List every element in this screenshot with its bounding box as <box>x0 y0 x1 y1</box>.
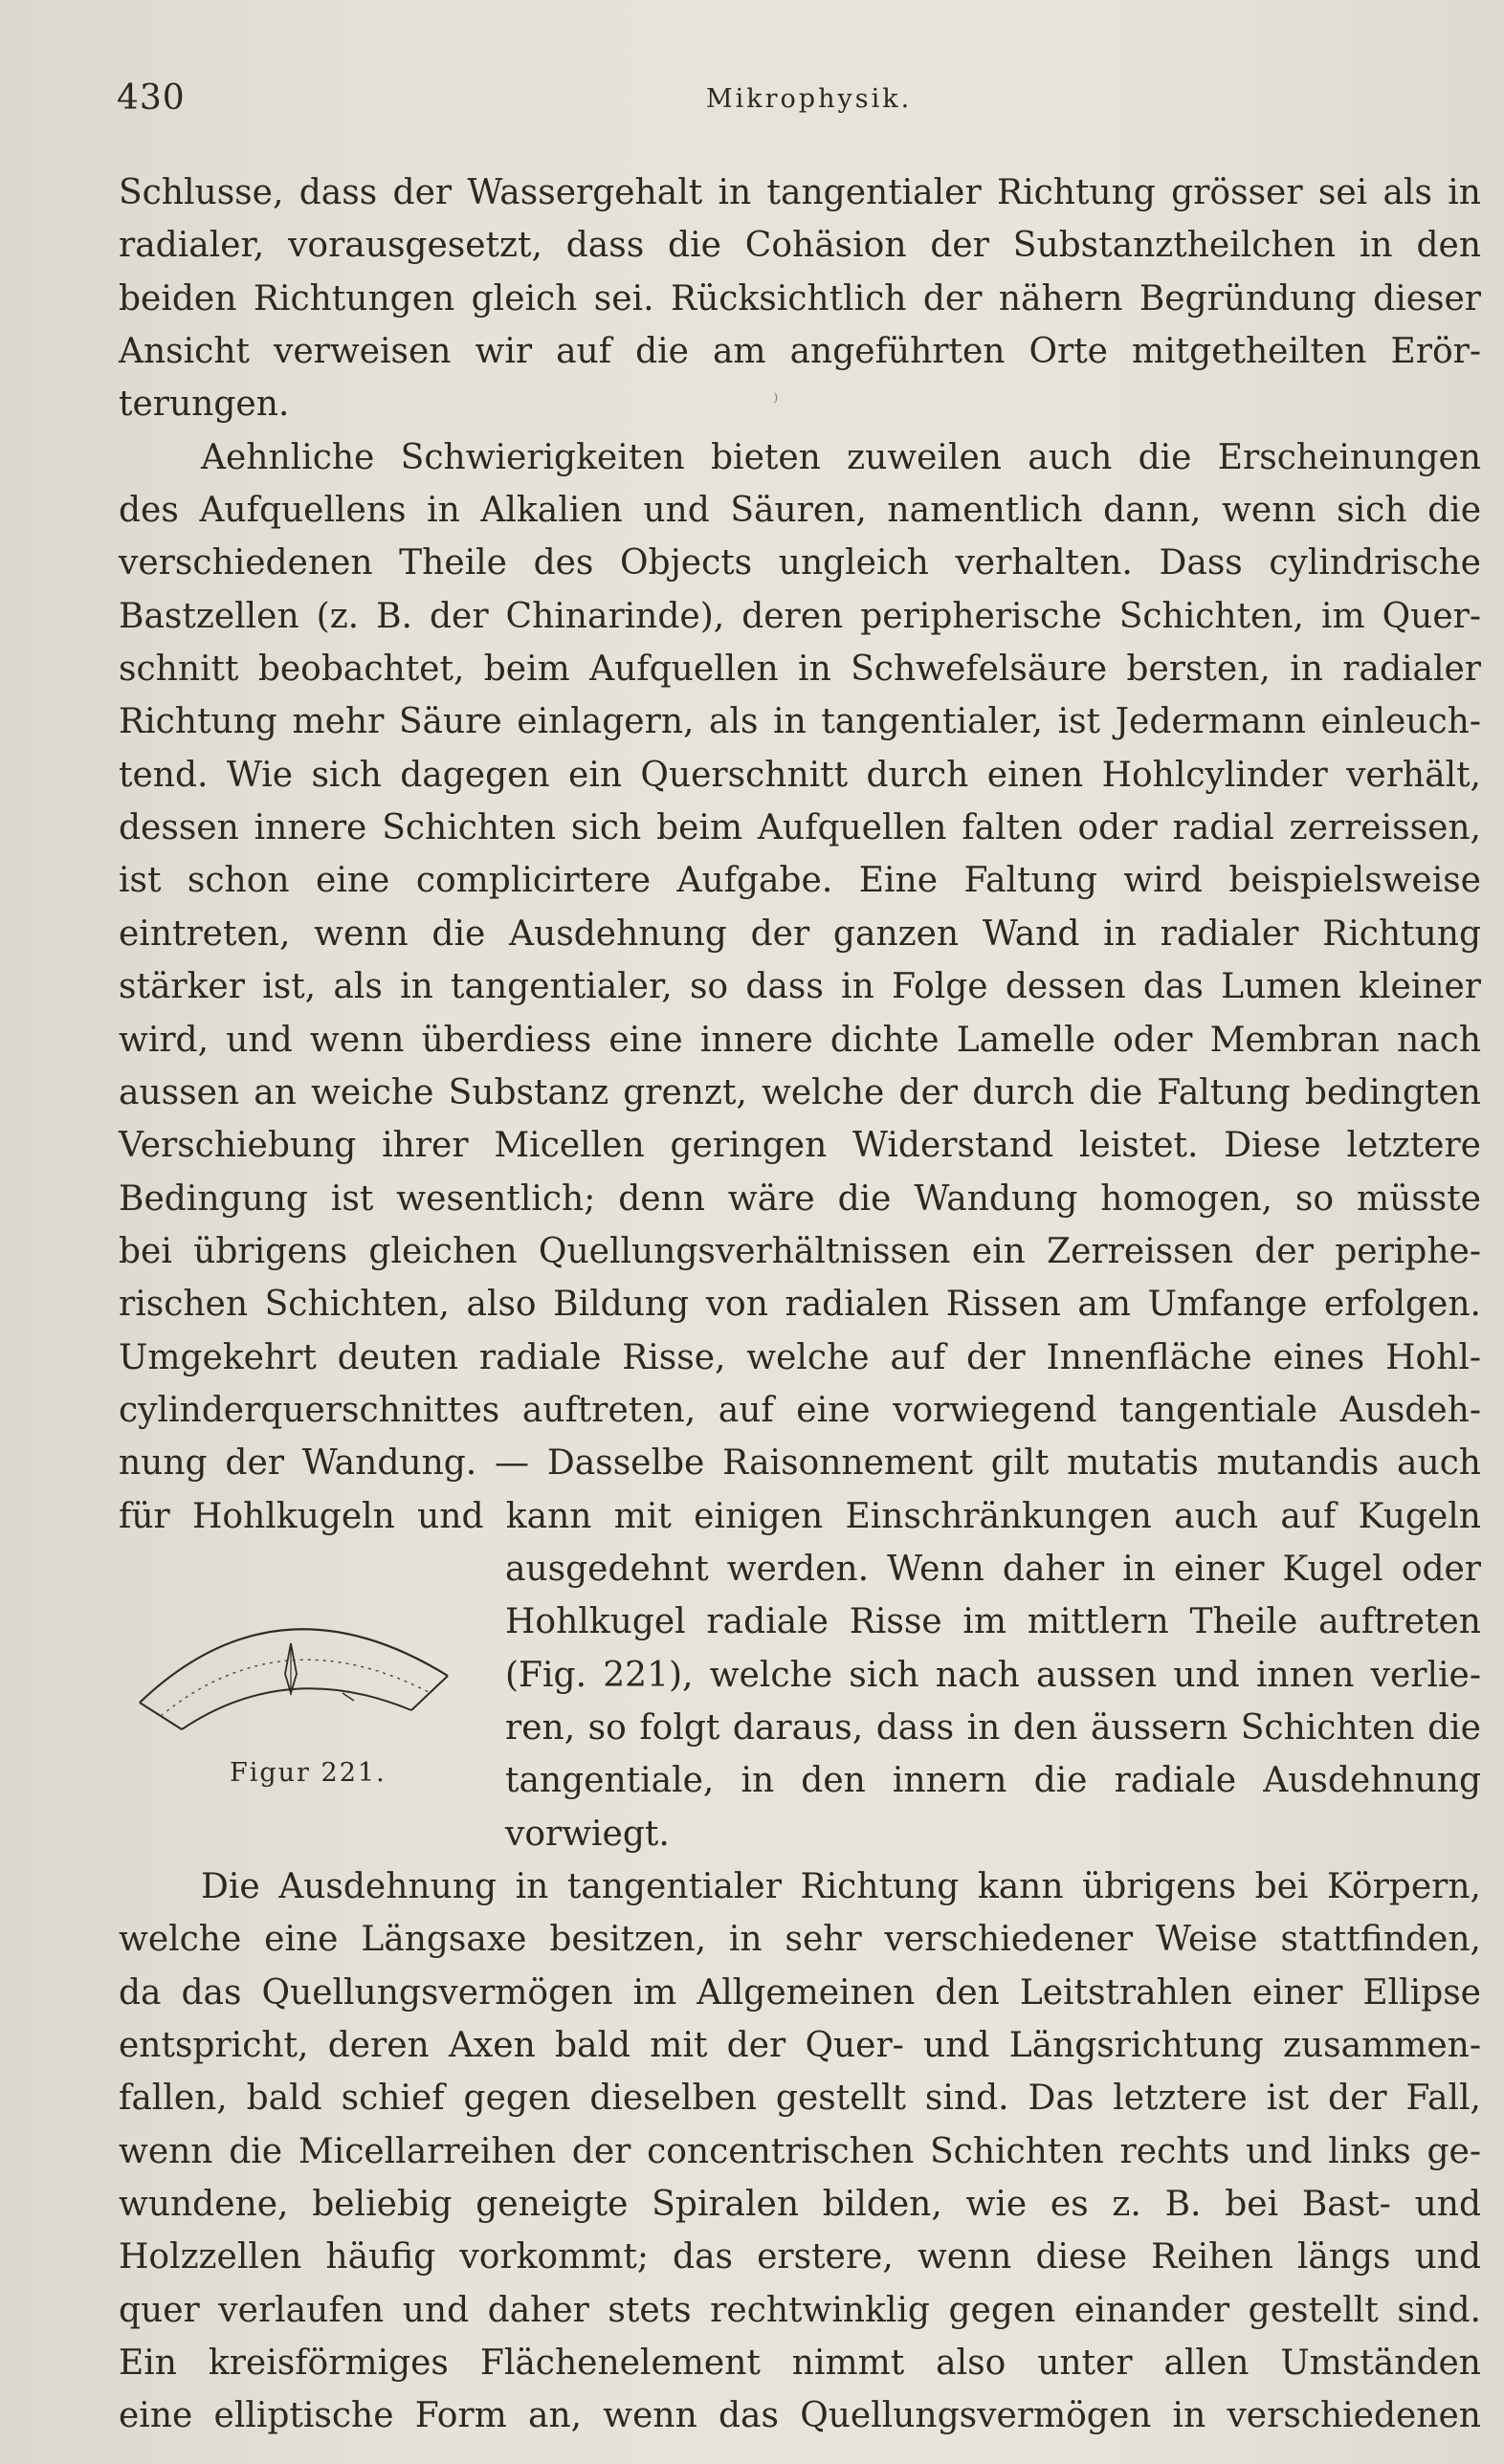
text-line: welche eine Längsaxe besitzen, in sehr verschiedener Weise stattfinden, <box>119 1920 1481 1960</box>
text-line: ausgedehnt werden. Wenn daher in einer Kugel oder <box>505 1549 1481 1589</box>
hollow-sphere-diagram <box>134 1588 464 1746</box>
text-line: schnitt beobachtet, beim Aufquellen in Schwefelsäure bersten, in radialer <box>119 649 1481 690</box>
figure-221 <box>134 1588 464 1746</box>
text-line: vorwiegt. <box>505 1814 670 1854</box>
text-line: dessen innere Schichten sich beim Aufquellen falten oder radial zerreissen, <box>119 808 1481 848</box>
text-line: ist schon eine complicirtere Aufgabe. Eine Faltung wird beispielsweise <box>119 861 1481 901</box>
text-line: Holzzellen häufig vorkommt; das erstere, wenn diese Reihen längs und <box>119 2237 1481 2277</box>
text-line: bei übrigens gleichen Quellungsverhältnissen ein Zerreissen der periphe- <box>119 1231 1481 1271</box>
text-line: wundene, beliebig geneigte Spiralen bilden, wie es z. B. bei Bast- und <box>119 2185 1481 2225</box>
text-line: Bastzellen (z. B. der Chinarinde), deren peripherische Schichten, im Quer- <box>119 596 1481 636</box>
outer-arc <box>140 1629 448 1703</box>
text-line: stärker ist, als in tangentialer, so dass in Folge dessen das Lumen kleiner <box>119 967 1481 1007</box>
text-line: eine elliptische Form an, wenn das Quellungsvermögen in verschiedenen <box>119 2396 1481 2436</box>
text-line: Verschiebung ihrer Micellen geringen Widerstand leistet. Diese letztere <box>119 1126 1481 1166</box>
text-line: Ansicht verweisen wir auf die am angeführten Orte mitgetheilten Erör- <box>119 332 1481 372</box>
right-edge <box>411 1676 448 1710</box>
page-header <box>117 78 1485 126</box>
text-line: fallen, bald schief gegen dieselben gestellt sind. Das letztere ist der Fall, <box>119 2079 1481 2119</box>
text-line: beiden Richtungen gleich sei. Rücksichtlich der nähern Begründung dieser <box>119 278 1481 319</box>
text-line: Bedingung ist wesentlich; denn wäre die Wandung homogen, so müsste <box>119 1178 1481 1219</box>
text-line: Hohlkugel radiale Risse im mittlern Theile auftreten <box>505 1602 1481 1642</box>
text-line: tangentiale, in den innern die radiale Ausdehnung <box>505 1761 1481 1801</box>
text-line: für Hohlkugeln und kann mit einigen Einschränkungen auch auf Kugeln <box>119 1496 1481 1536</box>
text-line: (Fig. 221), welche sich nach aussen und innen verlie- <box>505 1655 1481 1695</box>
figure-caption: Figur 221. <box>230 1758 387 1788</box>
text-line: Richtung mehr Säure einlagern, als in tangentialer, ist Jedermann einleuch- <box>119 702 1481 742</box>
text-line: wenn die Micellarreihen der concentrischen Schichten rechts und links ge- <box>119 2131 1481 2171</box>
text-line: rischen Schichten, also Bildung von radialen Rissen am Umfange erfolgen. <box>119 1285 1481 1325</box>
text-line: verschiedenen Theile des Objects ungleich verhalten. Dass cylindrische <box>119 543 1481 583</box>
text-line: Schlusse, dass der Wassergehalt in tangentialer Richtung grösser sei als in <box>119 173 1481 212</box>
body-text <box>119 166 1481 2443</box>
text-line: Aehnliche Schwierigkeiten bieten zuweilen auch die Erscheinungen <box>201 437 1481 477</box>
secondary-crack <box>343 1693 354 1701</box>
running-title: Mikrophysik. <box>706 84 913 114</box>
text-line: cylinderquerschnittes auftreten, auf eine vorwiegend tangentiale Ausdeh- <box>119 1390 1481 1430</box>
text-line: Ein kreisförmiges Flächenelement nimmt also unter allen Umständen <box>119 2343 1481 2384</box>
text-line: ren, so folgt daraus, dass in den äussern Schichten die <box>505 1707 1481 1748</box>
inner-arc <box>182 1688 411 1729</box>
text-line: des Aufquellens in Alkalien und Säuren, namentlich dann, wenn sich die <box>119 491 1481 531</box>
text-line: nung der Wandung. — Dasselbe Raisonnement gilt mutatis mutandis auch <box>119 1443 1481 1484</box>
text-line: radialer, vorausgesetzt, dass die Cohäsion der Substanztheilchen in den <box>119 226 1481 266</box>
text-line: aussen an weiche Substanz grenzt, welche der durch die Faltung bedingten <box>119 1072 1481 1112</box>
text-line: tend. Wie sich dagegen ein Querschnitt durch einen Hohlcylinder verhält, <box>119 755 1481 795</box>
text-line: entspricht, deren Axen bald mit der Quer- und Längsrichtung zusammen- <box>119 2026 1481 2066</box>
text-line: Umgekehrt deuten radiale Risse, welche auf der Innenfläche eines Hohl- <box>119 1337 1481 1377</box>
text-line: quer verlaufen und daher stets rechtwinklig gegen einander gestellt sind. <box>119 2290 1481 2330</box>
text-line: terungen. <box>119 385 290 425</box>
text-line: wird, und wenn überdiess eine innere dichte Lamelle oder Membran nach <box>119 1020 1481 1060</box>
page-number: 430 <box>117 78 186 118</box>
text-line: da das Quellungsvermögen im Allgemeinen den Leitstrahlen einer Ellipse <box>119 1972 1481 2013</box>
text-line: eintreten, wenn die Ausdehnung der ganzen Wand in radialer Richtung <box>119 913 1481 954</box>
margin-mark: ⁾ <box>773 390 779 414</box>
text-line: Die Ausdehnung in tangentialer Richtung kann übrigens bei Körpern, <box>201 1867 1481 1906</box>
